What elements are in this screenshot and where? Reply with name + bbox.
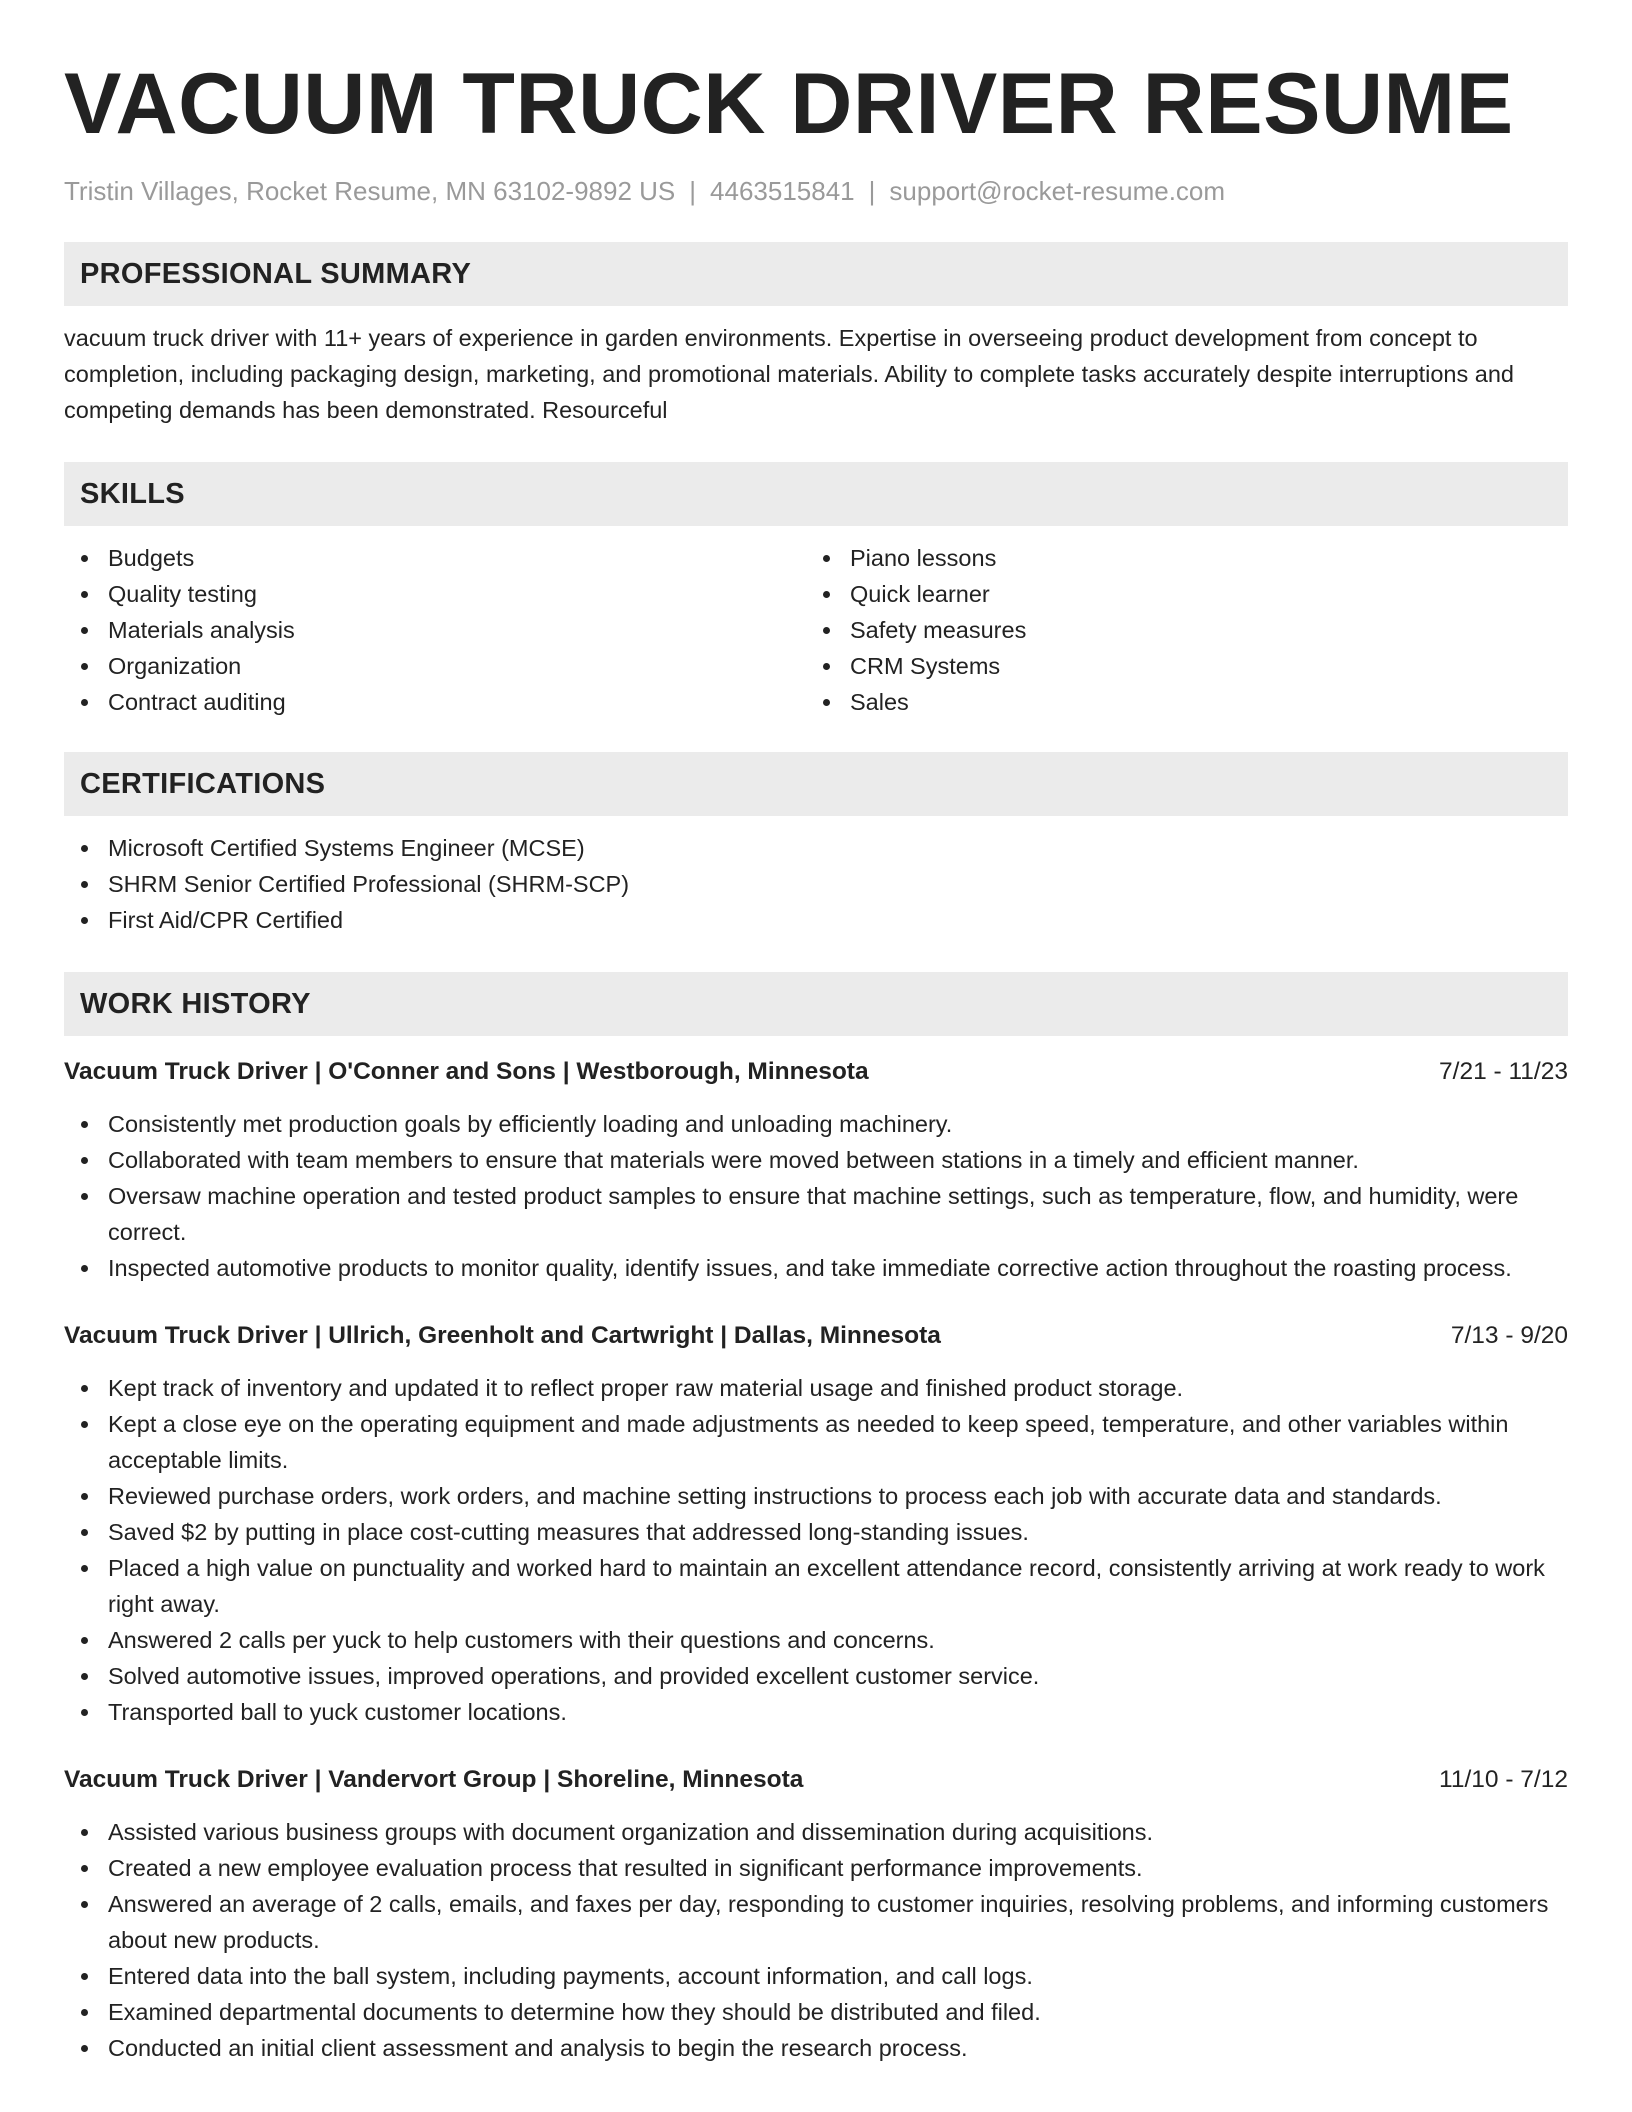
job-bullet: Kept track of inventory and updated it to reflect proper raw material usage and finished product storage. (64, 1370, 1568, 1406)
contact-email: support@rocket-resume.com (889, 176, 1226, 206)
job-title: Vacuum Truck Driver | Vandervort Group | Shoreline, Minnesota (64, 1766, 804, 1793)
contact-phone: 4463515841 (710, 176, 855, 206)
job-bullet: Answered an average of 2 calls, emails, and faxes per day, responding to customer inquiries, resolving problems, and informing customers about new products. (64, 1886, 1568, 1958)
skill-item: Organization (64, 648, 806, 684)
job-bullet: Conducted an initial client assessment and analysis to begin the research process. (64, 2030, 1568, 2066)
certifications-list (64, 830, 1568, 938)
job-title: Vacuum Truck Driver | Ullrich, Greenholt and Cartwright | Dallas, Minnesota (64, 1322, 941, 1349)
job-bullet: Answered 2 calls per yuck to help customers with their questions and concerns. (64, 1622, 1568, 1658)
skill-item: Quick learner (806, 576, 1548, 612)
job-header (64, 1054, 1568, 1090)
job-bullets (64, 1370, 1568, 1730)
skill-item: Contract auditing (64, 684, 806, 720)
resume-title: VACUUM TRUCK DRIVER RESUME (64, 56, 1514, 152)
certifications-heading: CERTIFICATIONS (64, 752, 1568, 816)
work-history-section (64, 972, 1568, 2066)
job-bullet: Entered data into the ball system, including payments, account information, and call logs. (64, 1958, 1568, 1994)
job-bullet: Saved $2 by putting in place cost-cutting measures that addressed long-standing issues. (64, 1514, 1568, 1550)
job-bullet: Created a new employee evaluation process that resulted in significant performance improvements. (64, 1850, 1568, 1886)
job-entry (64, 1762, 1568, 2066)
job-bullet: Reviewed purchase orders, work orders, and machine setting instructions to process each job with accurate data and standards. (64, 1478, 1568, 1514)
job-bullet: Oversaw machine operation and tested product samples to ensure that machine settings, such as temperature, flow, and humidity, were correct. (64, 1178, 1568, 1250)
skill-item: Quality testing (64, 576, 806, 612)
work-history-heading: WORK HISTORY (64, 972, 1568, 1036)
job-bullet: Assisted various business groups with document organization and dissemination during acquisitions. (64, 1814, 1568, 1850)
job-header (64, 1318, 1568, 1354)
job-bullet: Consistently met production goals by efficiently loading and unloading machinery. (64, 1106, 1568, 1142)
skills-list-right (806, 540, 1548, 720)
contact-line (64, 174, 1568, 208)
skills-column-left (64, 540, 806, 720)
skill-item: Piano lessons (806, 540, 1548, 576)
resume-page (64, 0, 1568, 2066)
contact-separator: | (689, 176, 697, 206)
job-bullet: Solved automotive issues, improved operations, and provided excellent customer service. (64, 1658, 1568, 1694)
job-title: Vacuum Truck Driver | O'Conner and Sons | Westborough, Minnesota (64, 1058, 869, 1085)
skills-column-right (806, 540, 1548, 720)
summary-text: vacuum truck driver with 11+ years of experience in garden environments. Expertise in overseeing product development from concept to completion, including packaging design, marketing, and promotional materials. Ability to complete tasks accurately despite interruptions and competing demands has been demonstrated. Resourceful (64, 325, 1514, 423)
summary-heading: PROFESSIONAL SUMMARY (64, 242, 1568, 306)
job-entry (64, 1054, 1568, 1286)
job-bullets (64, 1814, 1568, 2066)
contact-address: Tristin Villages, Rocket Resume, MN 63102-9892 US (64, 176, 676, 206)
skills-heading: SKILLS (64, 462, 1568, 526)
job-entry (64, 1318, 1568, 1730)
summary-section (64, 242, 1568, 428)
skill-item: Materials analysis (64, 612, 806, 648)
certification-item: SHRM Senior Certified Professional (SHRM-SCP) (64, 866, 1568, 902)
skills-section (64, 462, 1568, 720)
job-dates: 7/13 - 9/20 (1450, 1322, 1568, 1349)
certification-item: First Aid/CPR Certified (64, 902, 1568, 938)
job-bullet: Examined departmental documents to determine how they should be distributed and filed. (64, 1994, 1568, 2030)
contact-separator: | (868, 176, 876, 206)
skill-item: Sales (806, 684, 1548, 720)
job-bullet: Kept a close eye on the operating equipment and made adjustments as needed to keep speed, temperature, and other variables within acceptable limits. (64, 1406, 1568, 1478)
skill-item: Budgets (64, 540, 806, 576)
skills-list-left (64, 540, 806, 720)
job-bullets (64, 1106, 1568, 1286)
certifications-section (64, 752, 1568, 938)
job-header (64, 1762, 1568, 1798)
certification-item: Microsoft Certified Systems Engineer (MCSE) (64, 830, 1568, 866)
skills-grid (64, 540, 1568, 720)
job-bullet: Inspected automotive products to monitor quality, identify issues, and take immediate corrective action throughout the roasting process. (64, 1250, 1568, 1286)
job-bullet: Collaborated with team members to ensure that materials were moved between stations in a timely and efficient manner. (64, 1142, 1568, 1178)
job-bullet: Placed a high value on punctuality and worked hard to maintain an excellent attendance record, consistently arriving at work ready to work right away. (64, 1550, 1568, 1622)
skill-item: CRM Systems (806, 648, 1548, 684)
job-dates: 7/21 - 11/23 (1439, 1058, 1568, 1085)
job-bullet: Transported ball to yuck customer locations. (64, 1694, 1568, 1730)
skill-item: Safety measures (806, 612, 1548, 648)
job-dates: 11/10 - 7/12 (1439, 1766, 1568, 1793)
